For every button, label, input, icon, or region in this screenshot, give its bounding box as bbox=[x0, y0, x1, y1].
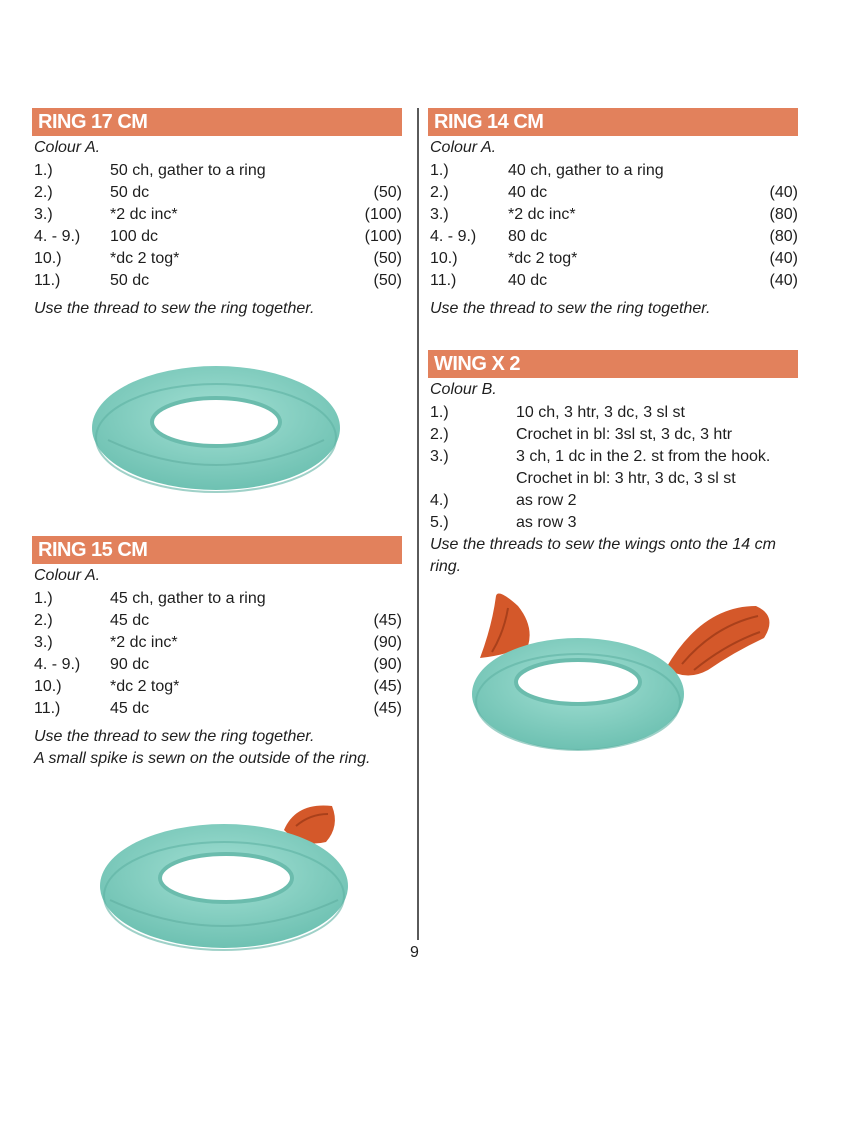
pattern-row bbox=[32, 632, 402, 654]
row-stitch-count: (50) bbox=[373, 250, 402, 267]
pattern-row bbox=[428, 446, 798, 468]
row-instruction: Crochet in bl: 3sl st, 3 dc, 3 htr bbox=[516, 426, 733, 443]
row-stitch-count: (45) bbox=[373, 612, 402, 629]
row-number: 4. - 9.) bbox=[34, 228, 81, 245]
row-instruction: 50 ch, gather to a ring bbox=[110, 162, 266, 179]
pattern-row bbox=[428, 182, 798, 204]
pattern-row bbox=[32, 270, 402, 292]
ring-17-section bbox=[32, 108, 402, 320]
row-number: 2.) bbox=[34, 184, 53, 201]
row-instruction: 10 ch, 3 htr, 3 dc, 3 sl st bbox=[516, 404, 685, 421]
ring-15-photo bbox=[96, 800, 358, 956]
wing-rows bbox=[428, 402, 798, 534]
pattern-row bbox=[428, 402, 798, 424]
row-stitch-count: (100) bbox=[364, 206, 402, 223]
row-instruction: *dc 2 tog* bbox=[110, 678, 180, 695]
row-instruction: 40 dc bbox=[508, 184, 548, 201]
row-number: 4. - 9.) bbox=[34, 656, 81, 673]
ring-15-note-line1: Use the thread to sew the ring together. bbox=[34, 728, 315, 745]
row-instruction: 45 ch, gather to a ring bbox=[110, 590, 266, 607]
row-number: 5.) bbox=[430, 514, 449, 531]
row-instruction: 100 dc bbox=[110, 228, 159, 245]
wing-header: WING X 2 bbox=[428, 350, 798, 378]
pattern-row bbox=[32, 654, 402, 676]
wing-note: Use the threads to sew the wings onto the 14 cm ring. bbox=[430, 536, 776, 575]
ring-15-note-line2: A small spike is sewn on the outside of the ring. bbox=[34, 750, 371, 767]
ring-17-rows bbox=[32, 160, 402, 292]
ring-17-photo bbox=[88, 340, 344, 504]
ring-17-colour: Colour A. bbox=[34, 139, 101, 156]
row-number: 2.) bbox=[34, 612, 53, 629]
row-instruction: *dc 2 tog* bbox=[508, 250, 578, 267]
row-instruction: 40 dc bbox=[508, 272, 548, 289]
ring-14-rows bbox=[428, 160, 798, 292]
row-number: 2.) bbox=[430, 426, 449, 443]
pattern-row bbox=[32, 182, 402, 204]
row-stitch-count: (100) bbox=[364, 228, 402, 245]
pattern-row bbox=[428, 270, 798, 292]
pattern-row bbox=[32, 160, 402, 182]
pattern-row bbox=[32, 248, 402, 270]
pattern-row bbox=[32, 676, 402, 698]
ring-14-section bbox=[428, 108, 798, 320]
row-stitch-count: (40) bbox=[769, 250, 798, 267]
wing-colour: Colour B. bbox=[430, 381, 497, 398]
row-number: 4. - 9.) bbox=[430, 228, 477, 245]
row-instruction: 3 ch, 1 dc in the 2. st from the hook. bbox=[516, 448, 771, 465]
row-instruction: 80 dc bbox=[508, 228, 548, 245]
ring-17-note: Use the thread to sew the ring together. bbox=[34, 300, 315, 317]
pattern-row bbox=[32, 588, 402, 610]
row-number: 3.) bbox=[34, 634, 53, 651]
row-stitch-count: (80) bbox=[769, 206, 798, 223]
row-instruction: 50 dc bbox=[110, 272, 150, 289]
wing-section bbox=[428, 350, 798, 578]
column-divider bbox=[417, 108, 419, 940]
row-number: 1.) bbox=[34, 162, 53, 179]
ring-17-header: RING 17 CM bbox=[32, 108, 402, 136]
ring-14-colour: Colour A. bbox=[430, 139, 497, 156]
row-stitch-count: (40) bbox=[769, 272, 798, 289]
page-number: 9 bbox=[410, 944, 419, 961]
row-number: 1.) bbox=[34, 590, 53, 607]
pattern-row bbox=[32, 610, 402, 632]
ring-14-note: Use the thread to sew the ring together. bbox=[430, 300, 711, 317]
pattern-row bbox=[428, 160, 798, 182]
row-stitch-count: (80) bbox=[769, 228, 798, 245]
pattern-row bbox=[428, 424, 798, 446]
pattern-row bbox=[428, 226, 798, 248]
row-stitch-count: (40) bbox=[769, 184, 798, 201]
row-number: 10.) bbox=[430, 250, 458, 267]
pattern-row bbox=[428, 248, 798, 270]
row-number: 3.) bbox=[34, 206, 53, 223]
ring-15-note bbox=[34, 726, 402, 770]
row-stitch-count: (50) bbox=[373, 184, 402, 201]
row-number: 10.) bbox=[34, 250, 62, 267]
row-instruction: *2 dc inc* bbox=[110, 634, 178, 651]
row-number: 3.) bbox=[430, 206, 449, 223]
row-number: 11.) bbox=[430, 272, 457, 289]
row-number: 1.) bbox=[430, 404, 449, 421]
pattern-row bbox=[428, 204, 798, 226]
ring-14-header: RING 14 CM bbox=[428, 108, 798, 136]
row-instruction: 45 dc bbox=[110, 612, 150, 629]
ring-15-section bbox=[32, 536, 402, 770]
row-stitch-count: (90) bbox=[373, 656, 402, 673]
ring-15-rows bbox=[32, 588, 402, 720]
pattern-row bbox=[32, 226, 402, 248]
row-instruction: *2 dc inc* bbox=[508, 206, 576, 223]
row-stitch-count: (45) bbox=[373, 678, 402, 695]
row-number: 3.) bbox=[430, 448, 449, 465]
row-instruction: *2 dc inc* bbox=[110, 206, 178, 223]
row-instruction: as row 3 bbox=[516, 514, 577, 531]
row-number: 10.) bbox=[34, 678, 62, 695]
pattern-row bbox=[428, 490, 798, 512]
row-instruction: 90 dc bbox=[110, 656, 150, 673]
row-number: 2.) bbox=[430, 184, 449, 201]
row-instruction: 50 dc bbox=[110, 184, 150, 201]
row-number: 11.) bbox=[34, 700, 61, 717]
row-instruction: 45 dc bbox=[110, 700, 150, 717]
row-instruction: 40 ch, gather to a ring bbox=[508, 162, 664, 179]
pattern-row bbox=[428, 512, 798, 534]
row-instruction: *dc 2 tog* bbox=[110, 250, 180, 267]
row-stitch-count: (90) bbox=[373, 634, 402, 651]
row-instruction: as row 2 bbox=[516, 492, 577, 509]
pattern-row bbox=[32, 204, 402, 226]
row-number: 4.) bbox=[430, 492, 449, 509]
ring-15-colour: Colour A. bbox=[34, 567, 101, 584]
pattern-row bbox=[32, 698, 402, 720]
row-stitch-count: (50) bbox=[373, 272, 402, 289]
row-number: 11.) bbox=[34, 272, 61, 289]
ring-14-wings-photo bbox=[468, 586, 784, 766]
pattern-row bbox=[428, 468, 798, 490]
ring-15-header: RING 15 CM bbox=[32, 536, 402, 564]
row-number: 1.) bbox=[430, 162, 449, 179]
row-stitch-count: (45) bbox=[373, 700, 402, 717]
row-instruction: Crochet in bl: 3 htr, 3 dc, 3 sl st bbox=[516, 470, 736, 487]
